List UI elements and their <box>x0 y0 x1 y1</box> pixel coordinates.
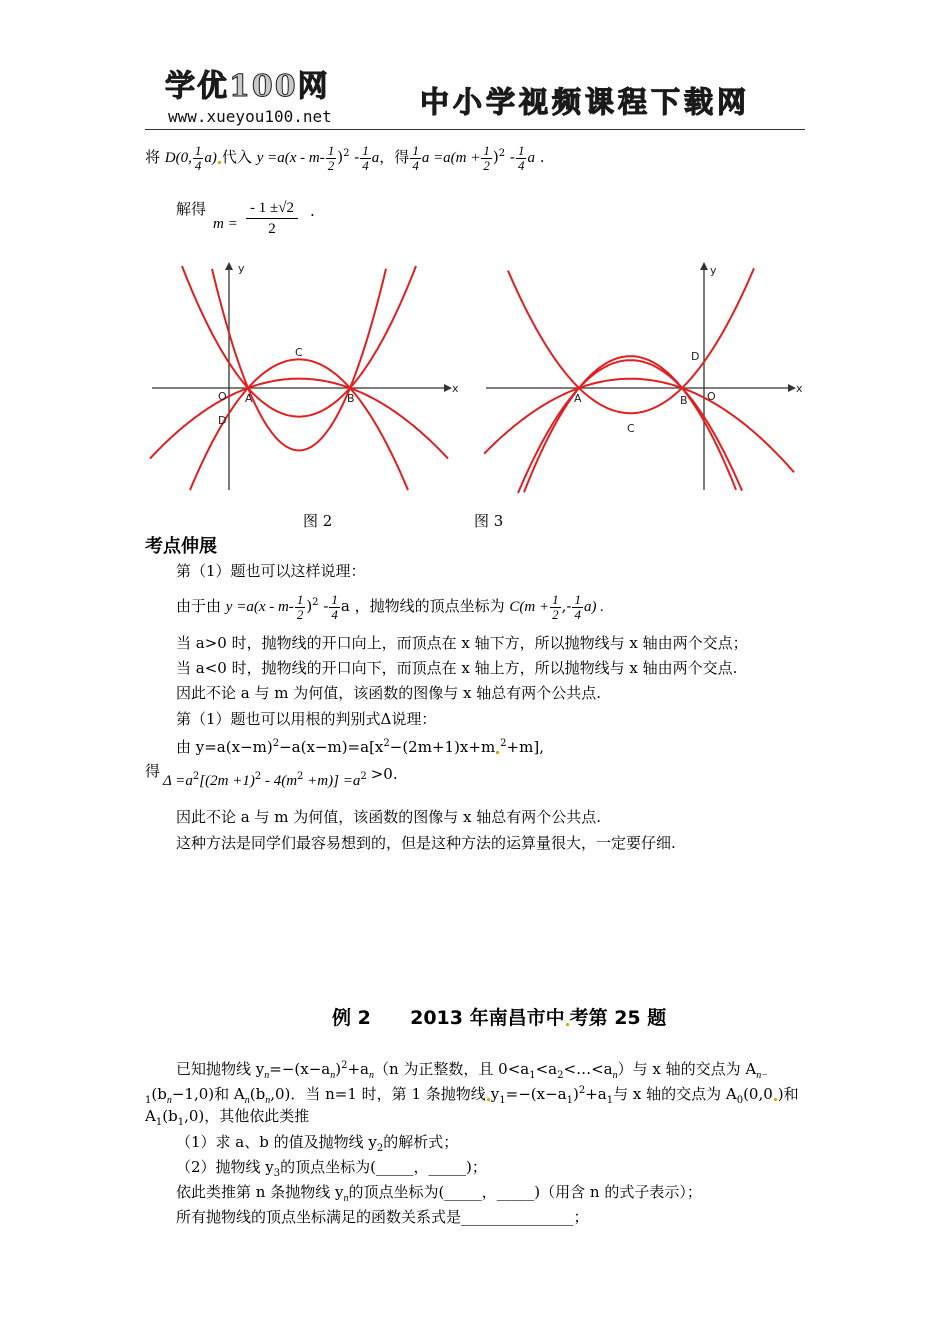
fraction <box>572 593 583 622</box>
text: ）与 x 轴的交点为 A <box>617 1060 757 1078</box>
math: a =a(m + <box>421 150 481 166</box>
subscript: 0 <box>736 1095 744 1106</box>
numerator: 1 <box>194 142 202 158</box>
text: =−(x−a <box>505 1085 567 1103</box>
paragraph: 当 a<0 时，抛物线的开口向下，而顶点在 x 轴上方，所以抛物线与 x 轴由两个交点. <box>176 659 738 677</box>
math: . <box>539 148 545 166</box>
math: −a(x−m)=a[x <box>279 738 384 756</box>
math: - <box>354 148 360 166</box>
exponent: 2 <box>272 738 280 749</box>
math: a <box>371 150 380 166</box>
text: 的顶点坐标为(_____，_____)； <box>280 1158 487 1176</box>
example-source: 2013 年南昌市中 <box>410 1007 565 1029</box>
origin-label: O <box>707 390 716 403</box>
y-arrow <box>700 262 708 270</box>
denominator: 2 <box>483 157 490 173</box>
paragraph: 当 a>0 时，抛物线的开口向上，而顶点在 x 轴下方，所以抛物线与 x 轴由两个交点； <box>176 634 748 652</box>
point-a-label: A <box>574 392 582 405</box>
text: 代入 <box>221 148 252 166</box>
edit-mark <box>487 1098 490 1101</box>
period: . <box>310 202 315 220</box>
math: ) <box>337 148 344 166</box>
text: a ，抛物线的顶点坐标为 <box>340 597 505 615</box>
math: >0. <box>370 765 398 783</box>
math: - <box>323 597 329 615</box>
subscript: 1 <box>177 1117 185 1128</box>
site-url: www.xueyou100.net <box>168 107 332 126</box>
fraction <box>550 593 561 622</box>
site-slogan: 中小学视频课程下载网 <box>420 85 751 119</box>
text: ,0)．当 n=1 时，第 1 条抛物线 <box>270 1085 486 1103</box>
paragraph: 第（1）题也可以这样说理： <box>176 562 366 580</box>
math: C(m + <box>509 599 550 615</box>
math: (0, <box>175 150 192 166</box>
numerator: 1 <box>552 591 559 607</box>
x-arrow <box>444 384 452 392</box>
edit-mark <box>566 1023 569 1026</box>
text: （n 为正整数，且 0<a <box>373 1060 530 1078</box>
denominator: 4 <box>362 157 369 173</box>
example-number: 例 2 <box>332 1007 371 1029</box>
point-c-label: C <box>627 422 635 435</box>
x-arrow <box>788 384 796 392</box>
text: 已知抛物线 y <box>176 1060 265 1078</box>
subscript: n <box>612 1070 618 1081</box>
exponent: 2 <box>341 1060 348 1071</box>
subscript: 1 <box>606 1095 614 1106</box>
axes <box>152 262 452 490</box>
figure-3-caption: 图 3 <box>474 512 504 530</box>
subscript: 1 <box>145 1095 152 1106</box>
figure-3 <box>484 258 806 496</box>
paragraph: 第（1）题也可以用根的判别式Δ说理： <box>176 710 437 728</box>
text: 的顶点坐标为(_____，_____)（用含 n 的式子表示）； <box>348 1183 702 1201</box>
exponent: 2 <box>297 771 304 782</box>
fraction <box>481 144 492 173</box>
paragraph: 因此不论 a 与 m 为何值，该函数的图像与 x 轴总有两个公共点. <box>176 684 602 702</box>
text: A <box>145 1107 156 1125</box>
fraction <box>326 144 337 173</box>
subscript: n <box>343 1193 349 1204</box>
math: +m], <box>506 738 544 756</box>
text: (b <box>151 1085 167 1103</box>
parabola-downward <box>508 268 754 413</box>
edit-mark <box>218 161 221 164</box>
numerator: 1 <box>574 591 581 607</box>
fraction <box>193 144 204 173</box>
numerator: 1 <box>362 142 369 158</box>
math: a <box>527 150 535 166</box>
denominator: 4 <box>517 157 525 173</box>
subscript: n <box>368 1070 374 1081</box>
denominator: 4 <box>412 157 419 173</box>
text: +a <box>347 1060 369 1078</box>
text: <a <box>535 1060 558 1078</box>
numerator: 1 <box>327 142 335 158</box>
edit-mark <box>774 1098 777 1101</box>
exponent: 2 <box>500 738 507 749</box>
fraction <box>329 593 340 622</box>
text: 的解析式； <box>383 1133 459 1151</box>
text: +a <box>585 1085 607 1103</box>
discriminant-line <box>163 766 398 792</box>
exponent: 2 <box>360 771 367 782</box>
subscript: 1 <box>155 1117 163 1128</box>
denominator: 4 <box>574 606 581 622</box>
exponent: 2 <box>192 771 200 782</box>
numerator: 1 <box>296 591 304 607</box>
header-rule <box>145 129 805 130</box>
y-arrow <box>225 262 233 270</box>
exponent: 2 <box>383 738 390 749</box>
site-logo: 学优100网 <box>165 69 330 104</box>
subscript: n <box>265 1095 271 1106</box>
expansion-line <box>176 733 544 758</box>
subscript: 2 <box>376 1143 384 1154</box>
origin-label: O <box>218 390 227 403</box>
denominator: 2 <box>552 606 559 622</box>
denominator: 4 <box>194 157 202 173</box>
math: ) <box>306 597 313 615</box>
text: ) <box>335 1060 342 1078</box>
math: a) . <box>583 599 604 615</box>
numerator: - 1 ±√2 <box>246 198 298 219</box>
text: 与 x 轴的交点为 A <box>613 1085 737 1103</box>
denominator: 2 <box>268 221 276 237</box>
math: −(2m+1)x+m <box>389 738 496 756</box>
text: 解得 <box>176 200 207 218</box>
denominator: 4 <box>331 606 338 622</box>
text: ,0)，其他依此类推 <box>184 1107 310 1125</box>
math: ) <box>492 148 499 166</box>
fraction <box>295 593 306 622</box>
text: <…<a <box>563 1060 613 1078</box>
text: （2）抛物线 y <box>176 1158 274 1176</box>
subscript: n <box>264 1070 270 1081</box>
denominator: 2 <box>327 157 335 173</box>
math: y =a(x - m- <box>225 599 294 615</box>
numerator: 1 <box>412 142 419 158</box>
x-label: x <box>452 382 459 395</box>
point-d-label: D <box>691 350 700 363</box>
subscript: 1 <box>499 1095 506 1106</box>
text: y <box>490 1085 500 1103</box>
subscript: 3 <box>273 1168 281 1179</box>
point-a-label: A <box>245 392 253 405</box>
numerator: 1 <box>517 142 525 158</box>
subscript: 1 <box>566 1095 573 1106</box>
fraction <box>360 144 371 173</box>
figure-2-caption: 图 2 <box>303 512 333 530</box>
text: −1,0)和 A <box>171 1085 245 1103</box>
problem-line-3 <box>145 1105 309 1134</box>
math: - 4(m <box>261 773 298 789</box>
text: =−(x−a <box>269 1060 331 1078</box>
sub-question-4: 所有抛物线的顶点坐标满足的函数关系式是_______________； <box>176 1208 589 1226</box>
math: m = <box>213 216 238 232</box>
subscript: 2 <box>557 1070 564 1081</box>
text: 由于由 <box>176 597 222 615</box>
paragraph: 因此不论 a 与 m 为何值，该函数的图像与 x 轴总有两个公共点. <box>176 808 602 826</box>
math: 由 y=a(x−m) <box>176 738 273 756</box>
math: a) <box>204 150 217 166</box>
y-label: y <box>710 264 717 277</box>
point-b-label: B <box>680 394 688 407</box>
y-label: y <box>238 262 245 275</box>
exponent: 2 <box>578 1085 586 1096</box>
figure-2 <box>148 258 466 496</box>
x-label: x <box>796 382 803 395</box>
math: - <box>509 148 515 166</box>
math: +m)] =a <box>303 773 361 789</box>
exponent: 2 <box>498 148 506 159</box>
discriminant-prefix: 得 <box>145 762 161 780</box>
parabolas <box>150 266 448 490</box>
solution-formula <box>213 212 238 235</box>
numerator: 1 <box>331 591 338 607</box>
vertex-line <box>176 592 604 622</box>
math: Δ =a <box>163 773 193 789</box>
example-title <box>332 1003 666 1030</box>
text: (0,0 <box>743 1085 773 1103</box>
text: （1）求 a、b 的值及抛物线 y <box>176 1133 377 1151</box>
text: 将 <box>145 148 161 166</box>
fraction <box>516 144 527 173</box>
solution-fraction <box>246 198 298 239</box>
parabola-upward-inner <box>484 379 794 473</box>
parabolas <box>484 268 794 493</box>
substitution-line <box>145 143 545 173</box>
text: (b <box>249 1085 266 1103</box>
paragraph: 这种方法是同学们最容易想到的，但是这种方法的运算量很大，一定要仔细. <box>176 834 676 852</box>
point-d-label: D <box>218 414 227 427</box>
subscript: n <box>166 1095 172 1106</box>
exponent: 2 <box>254 771 262 782</box>
subscript: n− <box>756 1070 768 1081</box>
text: ，得 <box>379 148 410 166</box>
exponent: 2 <box>343 148 350 159</box>
math: D <box>164 150 176 166</box>
text: (b <box>162 1107 178 1125</box>
exponent: 2 <box>312 597 319 608</box>
math: ,- <box>561 597 572 615</box>
text: 依此类推第 n 条抛物线 y <box>176 1183 344 1201</box>
subscript: 1 <box>529 1070 536 1081</box>
edit-mark <box>496 751 499 754</box>
text: ) <box>572 1085 579 1103</box>
text: )和 <box>777 1085 799 1103</box>
subscript: n <box>244 1095 250 1106</box>
point-c-label: C <box>295 346 303 359</box>
math: y =a(x - m- <box>256 150 325 166</box>
parabola-upward-inner <box>150 379 448 459</box>
subscript: n <box>330 1070 336 1081</box>
point-b-label: B <box>347 392 355 405</box>
fraction <box>410 144 421 173</box>
math: [(2m +1) <box>199 773 255 789</box>
solution-line <box>176 198 206 220</box>
denominator: 2 <box>296 606 304 622</box>
section-title: 考点伸展 <box>145 536 217 557</box>
example-source-tail: 考第 25 题 <box>569 1007 667 1029</box>
numerator: 1 <box>483 142 490 158</box>
axes <box>486 262 796 490</box>
